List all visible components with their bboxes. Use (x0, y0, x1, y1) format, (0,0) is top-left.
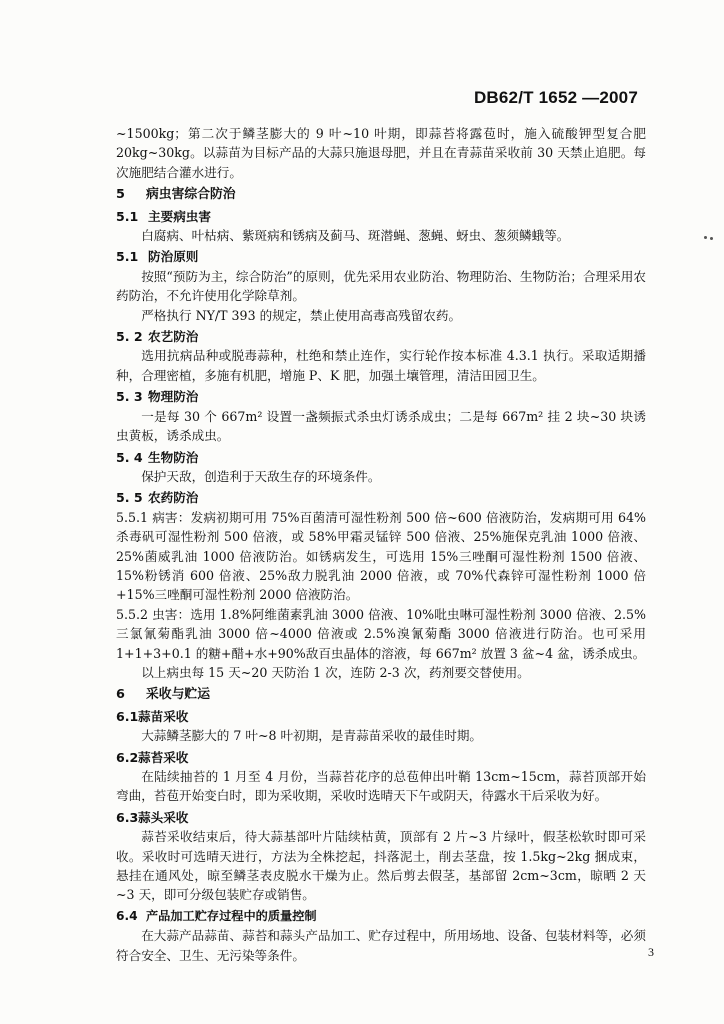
subsection-heading-6-4: 6.4 产品加工贮存过程中的质量控制 (116, 908, 317, 923)
section-heading-5: 5 病虫害综合防治 (116, 187, 236, 203)
paragraph-principles: 按照“预防为主，综合防治”的原则，优先采用农业防治、物理防治、生物防治；合理采用农药防治，不允许使用化学除草剂。 (116, 268, 646, 304)
paragraph-control-frequency: 以上病虫每 15 天~20 天防治 1 次，连防 2-3 次，药剂要交替使用。 (141, 664, 530, 680)
subsection-heading-5-1-principles: 5.1 防治原则 (116, 249, 199, 265)
subsection-heading-6-2: 6.2蒜苔采收 (116, 749, 189, 765)
subsection-heading-6-3: 6.3蒜头采收 (116, 809, 189, 825)
paragraph-physical-control: 一是每 30 个 667m² 设置一盏频振式杀虫灯诱杀成虫；二是每 667m² 挂 2 块~30 块诱虫黄板，诱杀成虫。 (116, 408, 646, 444)
page-number: 3 (648, 945, 654, 959)
scan-speck (710, 237, 713, 240)
paragraph-pesticide-rule: 严格执行 NY/T 393 的规定，禁止使用高毒高残留农药。 (141, 307, 462, 323)
standard-code: DB62/T 1652 —2007 (473, 88, 638, 107)
subsection-heading-5-5: 5. 5 农药防治 (116, 490, 199, 506)
paragraph-fertilizer-continued: ~1500kg；第二次于鳞茎膨大的 9 叶~10 叶期，即蒜苔将露苞时，施入硫酸钾型复合肥 20kg~30kg。以蒜苗为目标产品的大蒜只施退母肥，并且在青蒜苗采收前 30 天禁止追肥。每次施肥结合灌水进行。 (116, 126, 646, 180)
paragraph-quality-control: 在大蒜产品蒜苗、蒜苔和蒜头产品加工、贮存过程中，所用场地、设备、包装材料等，必须符合安全、卫生、无污染等条件。 (116, 928, 646, 963)
document-body (116, 124, 646, 965)
section-heading-6: 6 采收与贮运 (116, 687, 210, 703)
subsection-heading-5-3: 5. 3 物理防治 (116, 389, 199, 405)
paragraph-pest-list: 白腐病、叶枯病、紫斑病和锈病及蓟马、斑潜蝇、葱蝇、蚜虫、葱须鳞蛾等。 (141, 228, 570, 244)
paragraph-biological-control: 保护天敌，创造利于天敌生存的环境条件。 (141, 468, 381, 484)
subsection-heading-5-2: 5. 2 农艺防治 (116, 329, 199, 345)
subsection-heading-5-4: 5. 4 生物防治 (116, 449, 199, 465)
paragraph-disease-control: 5.5.1 病害：发病初期可用 75%百菌清可湿性粉剂 500 倍~600 倍液防治，发病期可用 64%杀毒矾可湿性粉剂 500 倍液，或 58%甲霜灵锰锌 500 倍液、25%施保克乳油 1000 倍液、25%菌威乳油 1000 倍液防治。如锈病发生，可选用 15%三唑酮可湿性粉剂 1500 倍液、15%粉锈消 600 倍液、25%敌力脱乳油 2000 倍液，或 70%代森锌可湿性粉剂 1000 倍+15%三唑酮可湿性粉剂 2000 倍液防治。 (116, 509, 646, 603)
subsection-heading-5-1-pests: 5.1 主要病虫害 (116, 208, 211, 224)
paragraph-bulb-harvest: 蒜苔采收结束后，待大蒜基部叶片陆续枯黄，顶部有 2 片~3 片绿叶，假茎松软时即可采收。采收时可选晴天进行，方法为全株挖起，抖落泥土，削去茎盘，按 1.5kg~2kg 捆成束，悬挂在通风处，晾至鳞茎表皮脱水干燥为止。然后剪去假茎，基部留 2cm~3cm，晾晒 2 天~3 天，即可分级包装贮存或销售。 (116, 829, 646, 903)
paragraph-scape-harvest: 在陆续抽苔的 1 月至 4 月份，当蒜苔花序的总苞伸出叶鞘 13cm~15cm，蒜苔顶部开始弯曲，苔苞开始变白时，即为采收期，采收时选晴天下午或阴天，待露水干后采收为好。 (116, 769, 646, 804)
paragraph-agronomic-control: 选用抗病品种或脱毒蒜种，杜绝和禁止连作，实行轮作按本标准 4.3.1 执行。采取适期播种，合理密植，多施有机肥，增施 P、K 肥，加强土壤管理，清洁田园卫生。 (116, 348, 646, 383)
scan-speck (704, 236, 707, 239)
paragraph-insect-control: 5.5.2 虫害：选用 1.8%阿维菌素乳油 3000 倍液、10%吡虫啉可湿性粉剂 3000 倍液、2.5%三氯氰菊酯乳油 3000 倍~4000 倍液或 2.5%溴氰菊酯 3000 倍液进行防治。也可采用 1+1+3+0.1 的糖+醋+水+90%敌百虫晶体的溶液，每 667m² 放置 3 盆~4 盆，诱杀成虫。 (116, 606, 646, 661)
subsection-heading-6-1: 6.1蒜苗采收 (116, 708, 189, 724)
paragraph-garlic-sprout-harvest: 大蒜鳞茎膨大的 7 叶~8 叶初期，是青蒜苗采收的最佳时期。 (141, 728, 483, 744)
